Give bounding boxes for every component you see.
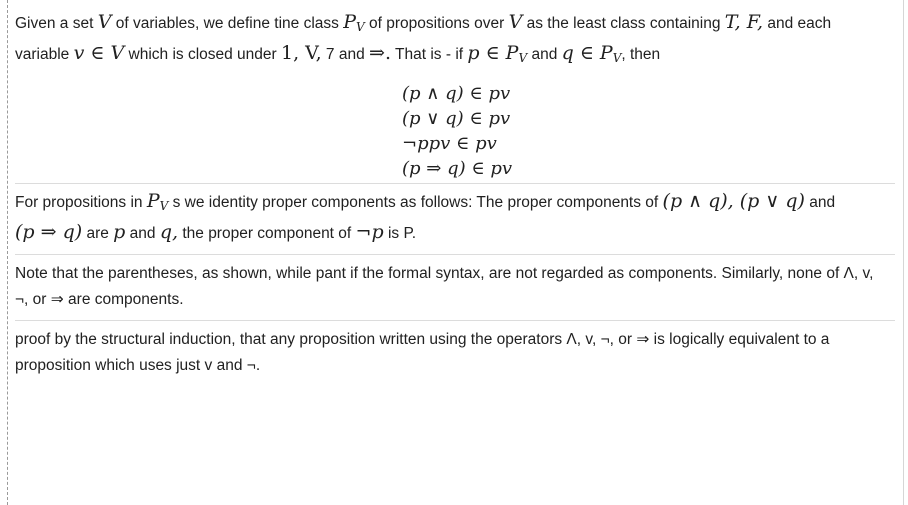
paragraph-components xyxy=(15,183,895,247)
text: s we identity proper components as follows: The proper components of xyxy=(168,194,663,211)
components-line-2 xyxy=(15,219,895,247)
math-P-V: $P_V$ xyxy=(146,190,169,213)
text: and xyxy=(125,225,160,242)
text: , then xyxy=(621,46,661,63)
text: That is - if xyxy=(391,46,468,63)
text: are xyxy=(82,225,114,242)
math-operators: 1, V, xyxy=(281,42,322,64)
text: variable xyxy=(15,46,74,63)
equation-implies: (p ⇒ q) ∈ pv xyxy=(402,158,513,179)
components-line-1 xyxy=(15,188,895,219)
math-V: V xyxy=(97,11,112,33)
text: and each xyxy=(763,15,832,32)
math-v-in-V: v ∈ V xyxy=(73,42,125,64)
note-line-1: Note that the parentheses, as shown, while pant if the formal syntax, are not regarded as components. Similarly, none of Λ, v, xyxy=(15,265,874,282)
text: of propositions over xyxy=(364,15,509,32)
definition-line-2 xyxy=(15,40,895,71)
math-V: V xyxy=(508,11,523,33)
math-q: q, xyxy=(159,221,179,243)
text: Given a set xyxy=(15,15,98,32)
text: and xyxy=(804,194,836,211)
equation-and: (p ∧ q) ∈ pv xyxy=(402,83,511,104)
proof-line-1: proof by the structural induction, that any proposition written using the operators Λ, v, ¬, or ⇒ is logically equivalent to a xyxy=(15,331,830,348)
math-implies: ⇒. xyxy=(369,42,391,64)
math-not-p: ¬p xyxy=(355,221,384,243)
question-content xyxy=(15,0,895,379)
text: and xyxy=(527,46,562,63)
text: 7 and xyxy=(321,46,370,63)
text: the proper component of xyxy=(178,225,356,242)
math-q-in-Pv: q ∈ $P_V$ xyxy=(561,42,622,65)
math-p-implies-q: (p ⇒ q) xyxy=(15,221,83,243)
math-p-in-Pv: p ∈ $P_V$ xyxy=(467,42,528,65)
paragraph-definition xyxy=(15,0,895,71)
math-T-F: T, F, xyxy=(724,11,764,33)
text: as the least class containing xyxy=(522,15,725,32)
definition-line-1 xyxy=(15,9,895,40)
text: For propositions in xyxy=(15,194,147,211)
proof-line-2: proposition which uses just v and ¬. xyxy=(15,357,261,374)
equation-or: (p ∨ q) ∈ pv xyxy=(402,108,511,129)
equation-not: ¬ppv ∈ pv xyxy=(402,133,497,154)
text: of variables, we define tine class xyxy=(111,15,344,32)
math-p: p xyxy=(113,221,126,243)
text: is P. xyxy=(383,225,417,242)
note-line-2: ¬, or ⇒ are components. xyxy=(15,291,184,308)
equation-list xyxy=(402,71,895,181)
text: which is closed under xyxy=(124,46,282,63)
paragraph-proof xyxy=(15,320,895,379)
math-P-V: $P_V$ xyxy=(343,11,365,34)
math-and-or: (p ∧ q), (p ∨ q) xyxy=(662,190,805,212)
paragraph-note xyxy=(15,254,895,313)
